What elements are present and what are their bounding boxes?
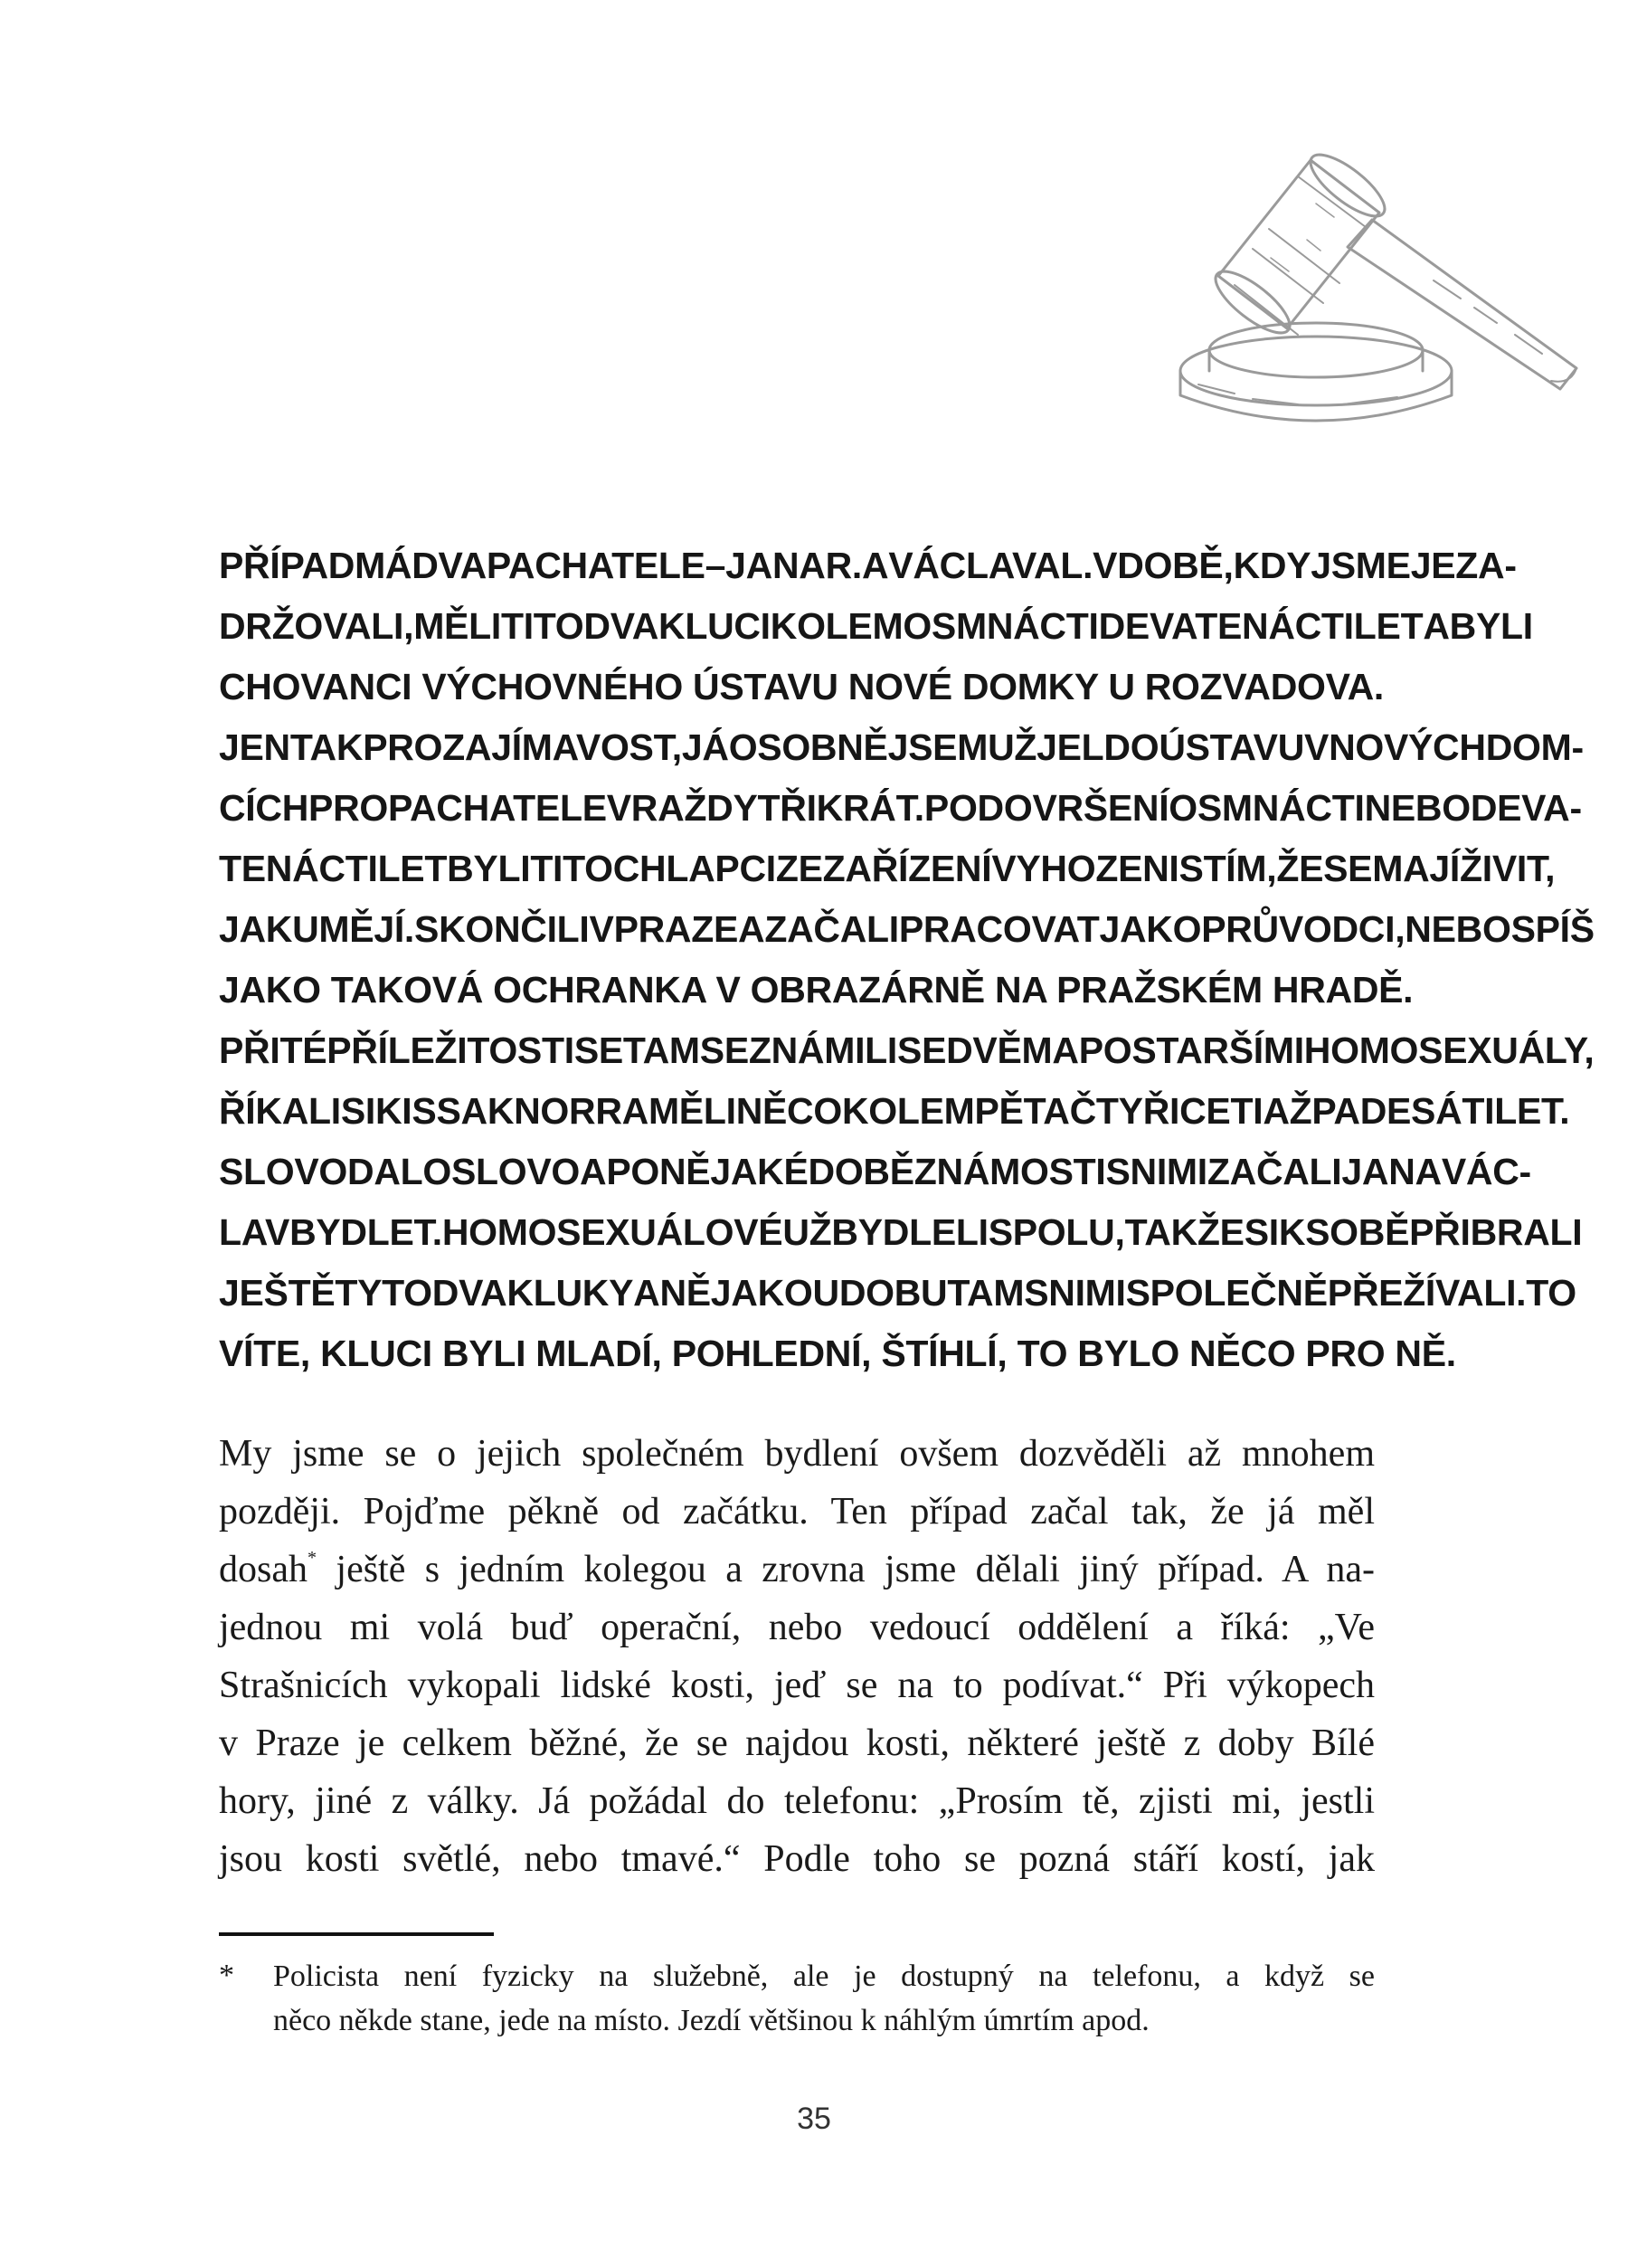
intro-word: NĚJAKOU — [659, 1272, 839, 1314]
intro-word: POSTARŠÍMI — [1078, 1030, 1304, 1071]
body-line: hory, jiné z války. Já požádal do telefonu: „Prosím tě, zjisti mi, jestli — [219, 1780, 1375, 1822]
intro-word: TÍM, — [1203, 848, 1277, 889]
intro-word: ZE — [775, 848, 823, 889]
intro-word: HOMOSEXUÁLOVÉ — [441, 1211, 783, 1253]
intro-line — [219, 657, 1384, 717]
intro-word: TAM — [947, 1272, 1025, 1314]
intro-word: DEVATENÁCTI — [1098, 605, 1354, 647]
intro-line — [219, 839, 1556, 899]
intro-word: JANA — [725, 545, 826, 586]
intro-word: DVA — [412, 545, 487, 586]
intro-word: MAJÍ — [1372, 848, 1460, 889]
intro-word: NĚCO — [735, 1090, 842, 1132]
intro-word: KNORR — [487, 1090, 622, 1132]
intro-word: DOVRŠENÍ — [977, 787, 1169, 829]
intro-word: UMĚJÍ. — [292, 908, 415, 950]
intro-word: PĚTAČTYŘICETI — [974, 1090, 1264, 1132]
intro-word: JAKO TAKOVÁ OCHRANKA V OBRAZÁRNĚ NA PRAŽSKÉM HRADĚ. — [219, 969, 1414, 1011]
intro-line — [219, 536, 1517, 596]
intro-word: A — [862, 545, 889, 586]
intro-word: NEBO — [1405, 908, 1511, 950]
footnote-line: něco někde stane, jede na místo. Jezdí většinou k náhlým úmrtím apod. — [273, 2004, 1150, 2037]
intro-word: TŘIKRÁT. — [757, 787, 924, 829]
intro-word: TYTO — [335, 1272, 432, 1314]
intro-word: SE — [897, 1030, 947, 1071]
intro-word: NEBO — [1364, 787, 1471, 829]
intro-word: DOM- — [1485, 726, 1584, 768]
footnote-reference: * — [308, 1548, 317, 1568]
intro-word: ÚSTAVU — [1159, 726, 1305, 768]
intro-word: UŽ — [988, 726, 1037, 768]
intro-word: DOBU — [838, 1272, 948, 1314]
intro-word: A — [1415, 1151, 1442, 1192]
intro-word: VÁCLAVA — [888, 545, 1061, 586]
body-line — [219, 1541, 1375, 1599]
intro-line — [219, 1202, 1583, 1263]
intro-word: S — [1178, 848, 1204, 889]
intro-word: A — [621, 1090, 648, 1132]
page-number: 35 — [797, 2102, 831, 2136]
intro-word: DOBĚ — [808, 1151, 914, 1192]
intro-word: NIMI — [1130, 1151, 1207, 1192]
body-line: jednou mi volá buď operační, nebo vedoucí oddělení a říká: „Ve — [219, 1607, 1375, 1648]
intro-word: LET. — [1494, 1090, 1570, 1132]
intro-word: SKONČILI — [414, 908, 590, 950]
intro-line — [219, 778, 1582, 839]
intro-word: KLUCI — [658, 605, 771, 647]
intro-word: PRAZE — [613, 908, 739, 950]
body-paragraph — [219, 1425, 1375, 1888]
footnote — [219, 1954, 1375, 2043]
intro-word: KOLEM — [841, 1090, 975, 1132]
footnote-line: Policista není fyzicky na služebně, ale je dostupný na telefonu, a když se — [273, 1960, 1375, 1993]
intro-word: TÉ — [279, 1030, 327, 1071]
intro-word: BYDLET. — [289, 1211, 442, 1253]
intro-word: PŘÍPAD — [219, 545, 355, 586]
intro-word: HOMOSEXUÁLY, — [1303, 1030, 1595, 1071]
intro-word: SI — [1244, 1211, 1279, 1253]
body-line: Strašnicích vykopali lidské kosti, jeď se na to podívat.“ Při výkopech — [219, 1665, 1375, 1706]
intro-word: PADESÁTI — [1311, 1090, 1495, 1132]
intro-word: BYDLELI — [831, 1211, 989, 1253]
intro-word: SPOLU, — [988, 1211, 1125, 1253]
intro-word: PACHATELE — [486, 545, 705, 586]
intro-word: PŘIBRALI — [1409, 1211, 1583, 1253]
intro-word: TITO — [530, 848, 613, 889]
intro-word: DVA — [583, 605, 659, 647]
intro-word: SE — [1323, 848, 1373, 889]
intro-word: BYLI — [447, 848, 531, 889]
intro-line — [219, 960, 1414, 1020]
intro-line — [219, 1020, 1595, 1081]
intro-word: A — [633, 1272, 660, 1314]
intro-word: SPOLEČNĚ — [1125, 1272, 1328, 1314]
intro-word: VRAŽDY — [606, 787, 758, 829]
intro-line — [219, 1081, 1570, 1142]
body-word: ještě s jedním kolegou a zrovna jsme dělali jiný případ. A na- — [317, 1549, 1375, 1590]
body-line: jsou kosti světlé, nebo tmavé.“ Podle toho se pozná stáří kostí, jak — [219, 1838, 1375, 1880]
intro-word: SPÍŠ — [1510, 908, 1595, 950]
intro-word: PACHATELE — [387, 787, 607, 829]
intro-word: MÁ — [355, 545, 412, 586]
intro-word: SOBĚ — [1305, 1211, 1410, 1253]
intro-line — [219, 899, 1595, 960]
intro-word: TAK — [289, 726, 364, 768]
intro-line — [219, 1324, 1456, 1384]
intro-word: ZAJÍMAVOST, — [442, 726, 682, 768]
intro-word: PO — [606, 1151, 659, 1192]
intro-word: SEZNÁMILI — [699, 1030, 898, 1071]
intro-word: TAM — [622, 1030, 700, 1071]
intro-word: PŘEŽÍVALI. — [1327, 1272, 1527, 1314]
intro-word: OSOBNĚ — [728, 726, 888, 768]
intro-word: LET — [1353, 605, 1424, 647]
intro-word: ŽIVIT, — [1460, 848, 1556, 889]
intro-word: A — [1423, 605, 1450, 647]
intro-word: JAK — [219, 908, 293, 950]
intro-word: DVA — [431, 1272, 507, 1314]
intro-word: DO — [1103, 726, 1159, 768]
intro-word: AŽ — [1263, 1090, 1312, 1132]
intro-word: JEL — [1036, 726, 1104, 768]
intro-word: PO — [923, 787, 978, 829]
intro-word: KDY — [1233, 545, 1311, 586]
intro-line — [219, 1142, 1531, 1202]
intro-word: PRŮVODCI, — [1201, 908, 1406, 950]
intro-word: OSMNÁCTI — [903, 605, 1099, 647]
intro-word: VÍTE, KLUCI BYLI MLADÍ, POHLEDNÍ, ŠTÍHLÍ, TO BYLO NĚCO PRO NĚ. — [219, 1333, 1456, 1374]
intro-word: KOLEM — [770, 605, 904, 647]
body-line: v Praze je celkem běžné, že se najdou kosti, některé ještě z doby Bílé — [219, 1722, 1375, 1764]
gavel-icon — [1162, 113, 1587, 430]
intro-word: K — [1278, 1211, 1306, 1253]
intro-word: BYLI — [1449, 605, 1533, 647]
intro-word: S — [1024, 1272, 1049, 1314]
intro-word: – — [705, 545, 726, 586]
intro-word: NOVÝCH — [1329, 726, 1486, 768]
intro-word: NIMI — [1048, 1272, 1126, 1314]
body-line: později. Pojďme pěkně od začátku. Ten případ začal tak, že já měl — [219, 1491, 1375, 1533]
intro-word: ŘÍKALI — [219, 1090, 341, 1132]
intro-word: A — [580, 1151, 607, 1192]
intro-word: PŘÍLEŽITOSTI — [327, 1030, 574, 1071]
intro-word: L. — [1060, 545, 1093, 586]
body-word: dosah — [219, 1549, 308, 1590]
intro-line — [219, 717, 1584, 778]
intro-word: ZA- — [1455, 545, 1517, 586]
intro-word: ZAČALI — [764, 908, 899, 950]
intro-word: JSEM — [887, 726, 989, 768]
intro-word: ŽE — [1276, 848, 1324, 889]
intro-word: A — [738, 908, 765, 950]
intro-word: JAKO — [1099, 908, 1202, 950]
intro-word: SLOVO — [219, 1151, 348, 1192]
intro-word: JEŠTĚ — [219, 1272, 336, 1314]
intro-word: R. — [825, 545, 863, 586]
intro-word: UŽ — [782, 1211, 832, 1253]
intro-word: S — [1105, 1151, 1131, 1192]
intro-word: PŘI — [219, 1030, 280, 1071]
intro-word: JSME — [1311, 545, 1411, 586]
intro-word: LAV — [219, 1211, 290, 1253]
footnote-divider — [219, 1932, 494, 1936]
intro-line — [219, 596, 1533, 657]
intro-word: ZNÁMOSTI — [913, 1151, 1106, 1192]
intro-word: TO — [1526, 1272, 1576, 1314]
intro-word: JEN — [219, 726, 290, 768]
intro-word: TAKŽE — [1124, 1211, 1245, 1253]
intro-word: DVĚMA — [946, 1030, 1079, 1071]
footnote-marker: * — [219, 1959, 234, 1992]
intro-word: LET — [377, 848, 448, 889]
body-line: My jsme se o jejich společném bydlení ovšem dozvěděli až mnohem — [219, 1433, 1375, 1475]
intro-word: V — [1093, 545, 1118, 586]
intro-word: VYHOZENI — [991, 848, 1179, 889]
intro-word: DEVA- — [1470, 787, 1582, 829]
intro-word: V — [1304, 726, 1330, 768]
intro-word: JE — [1410, 545, 1456, 586]
intro-word: JAN — [1341, 1151, 1415, 1192]
intro-word: PRO — [308, 787, 388, 829]
intro-word: TITO — [500, 605, 584, 647]
intro-word: CHOVANCI VÝCHOVNÉHO ÚSTAVU NOVÉ DOMKY U ROZVADOVA. — [219, 666, 1384, 707]
intro-word: MĚLI — [413, 605, 501, 647]
intro-paragraph — [219, 536, 1595, 1384]
intro-word: V — [589, 908, 614, 950]
intro-word: SE — [573, 1030, 623, 1071]
intro-word: NĚJAKÉ — [658, 1151, 809, 1192]
intro-word: DOBĚ, — [1117, 545, 1234, 586]
intro-word: ZAČALI — [1207, 1151, 1342, 1192]
intro-word: KISS — [375, 1090, 461, 1132]
intro-word: DRŽOVALI, — [219, 605, 414, 647]
intro-word: PRO — [363, 726, 443, 768]
intro-word: SI — [340, 1090, 375, 1132]
intro-word: MĚLI — [648, 1090, 736, 1132]
intro-word: JÁ — [681, 726, 729, 768]
intro-word: OSMNÁCTI — [1169, 787, 1365, 829]
intro-word: TENÁCTI — [219, 848, 378, 889]
intro-word: CÍCH — [219, 787, 309, 829]
intro-line — [219, 1263, 1576, 1324]
intro-word: SLOVO — [451, 1151, 581, 1192]
intro-word: PRACOVAT — [898, 908, 1100, 950]
intro-word: CHLAPCI — [612, 848, 776, 889]
intro-word: DALO — [347, 1151, 451, 1192]
intro-word: VÁC- — [1441, 1151, 1531, 1192]
intro-word: KLUKY — [506, 1272, 634, 1314]
intro-word: ZAŘÍZENÍ — [822, 848, 992, 889]
intro-word: A — [460, 1090, 487, 1132]
